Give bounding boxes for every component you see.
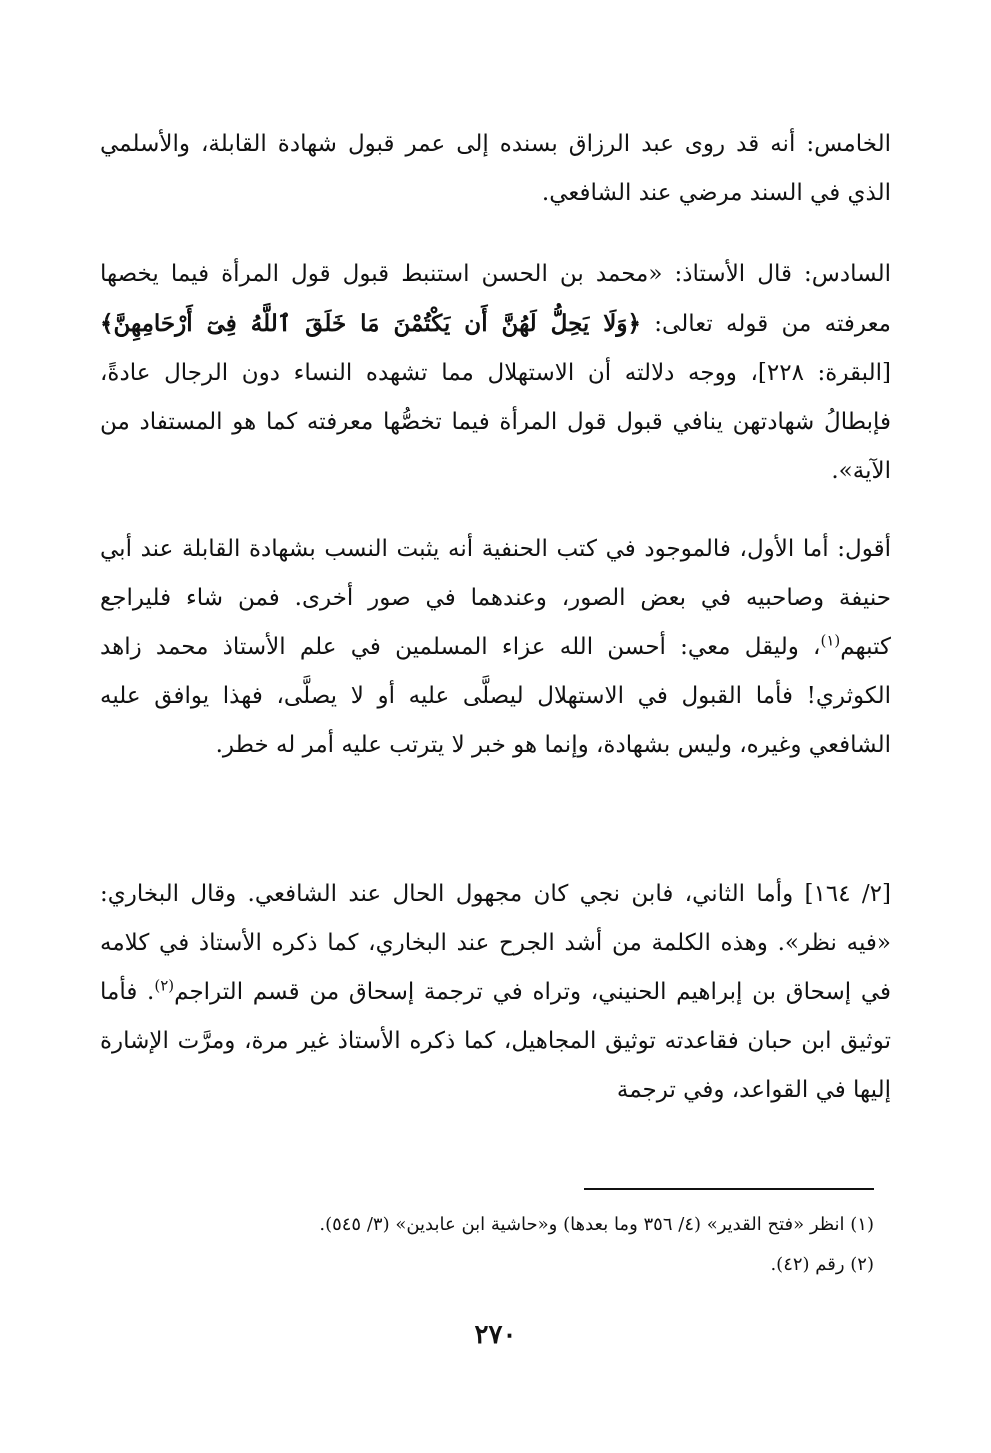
footnote-2: (٢) رقم (٤٢). xyxy=(770,1254,874,1275)
paragraph-response-first xyxy=(100,525,891,770)
paragraph-response-second xyxy=(100,870,891,1115)
footnotes xyxy=(100,1205,874,1285)
footnote-divider xyxy=(584,1188,874,1190)
paragraph-text-part: ، وليقل معي: أحسن الله عزاء المسلمين في علم الأستاذ محمد زاهد الكوثري! فأما القبول في الاستهلال ليصلَّى عليه أو لا يصلَّى، فهذا يوافق عليه الشافعي وغيره، وليس بشهادة، وإنما هو خبر لا يترتب عليه أمر له خطر. xyxy=(100,634,891,758)
paragraph-text: الخامس: أنه قد روى عبد الرزاق بسنده إلى عمر قبول شهادة القابلة، والأسلمي الذي في السند مرضي عند الشافعي. xyxy=(100,131,891,206)
paragraph-text-part: أقول: أما الأول، فالموجود في كتب الحنفية أنه يثبت النسب بشهادة القابلة عند أبي حنيفة وصاحبيه في بعض الصور، وعندهما في صور أخرى. فمن شاء فليراجع كتبهم xyxy=(100,536,891,660)
footnote-1: (١) انظر «فتح القدير» (٤/ ٣٥٦ وما بعدها) و«حاشية ابن عابدين» (٣/ ٥٤٥). xyxy=(319,1214,874,1235)
paragraph-sixth xyxy=(100,250,891,496)
paragraph-text-part: [البقرة: ٢٢٨]، ووجه دلالته أن الاستهلال مما تشهده النساء دون الرجال عادةً، فإبطالُ شهادتهن ينافي قبول قول المرأة فيما تخصُّها معرفته كما هو المستفاد من الآية». xyxy=(100,360,891,484)
paragraph-fifth xyxy=(100,120,891,218)
paragraph-text xyxy=(100,870,891,1115)
footnote-ref-2: (٢) xyxy=(154,976,175,995)
page-number: ٢٧٠ xyxy=(474,1320,517,1350)
paragraph-text-part: . فأما توثيق ابن حبان فقاعدته توثيق المجاهيل، كما ذكره الأستاذ غير مرة، ومرَّت الإشارة إليها في القواعد، وفي ترجمة xyxy=(100,979,891,1103)
paragraph-text-part: [٢/ ١٦٤] وأما الثاني، فابن نجي كان مجهول الحال عند الشافعي. وقال البخاري: «فيه نظر». وهذه الكلمة من أشد الجرح عند البخاري، كما ذكره الأستاذ في كلامه في إسحاق بن إبراهيم الحنيني، وتراه في ترجمة إسحاق من قسم التراجم xyxy=(100,881,891,1005)
paragraph-text xyxy=(100,525,891,770)
footnote-ref-1: (١) xyxy=(820,631,841,650)
paragraph-text-part: السادس: قال الأستاذ: «محمد بن الحسن استنبط قبول قول المرأة فيما يخصها معرفته من قوله تعالى: xyxy=(100,261,892,337)
paragraph-text xyxy=(100,250,891,496)
quran-verse: ﴿وَلَا يَحِلُّ لَهُنَّ أَن يَكْتُمْنَ مَا خَلَقَ ٱللَّهُ فِىٓ أَرْحَامِهِنَّ﴾ xyxy=(100,310,642,337)
